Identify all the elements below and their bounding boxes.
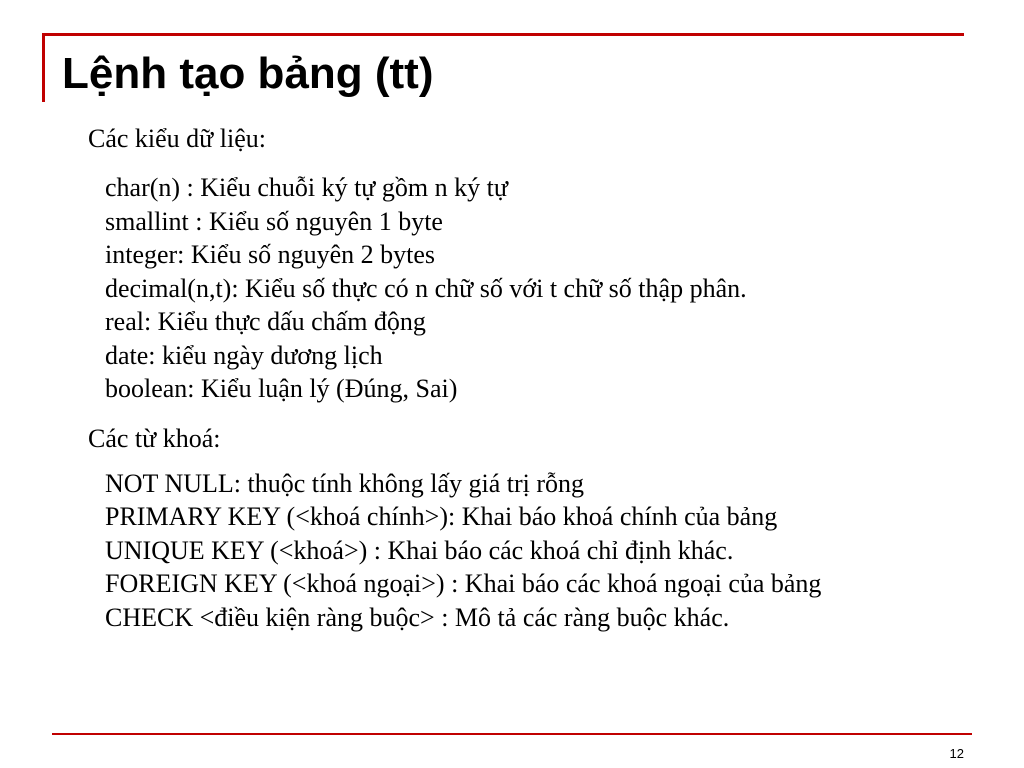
title-left-rule [42,33,45,102]
slide-content [88,121,988,634]
keyword-item: PRIMARY KEY (<khoá chính>): Khai báo khoá chính của bảng [105,502,778,531]
title-top-rule [42,33,964,36]
data-type-item: real: Kiểu thực dấu chấm động [105,307,426,336]
footer-rule [52,733,972,735]
data-types-list [88,171,988,406]
data-type-item: decimal(n,t): Kiểu số thực có n chữ số với t chữ số thập phân. [105,273,747,303]
data-type-item: smallint : Kiểu số nguyên 1 byte [105,206,443,236]
keyword-item: UNIQUE KEY (<khoá>) : Khai báo các khoá chỉ định khác. [105,535,734,565]
slide-title: Lệnh tạo bảng (tt) [62,49,434,98]
data-type-item: integer: Kiểu số nguyên 2 bytes [105,240,435,269]
data-types-heading: Các kiểu dữ liệu: [88,124,266,153]
keyword-item: FOREIGN KEY (<khoá ngoại>) : Khai báo các khoá ngoại của bảng [105,569,822,598]
keywords-heading: Các từ khoá: [88,423,221,453]
keyword-item: CHECK <điều kiện ràng buộc> : Mô tả các ràng buộc khác. [105,602,730,632]
data-type-item: boolean: Kiểu luận lý (Đúng, Sai) [105,374,458,403]
data-type-item: date: kiểu ngày dương lịch [105,340,383,370]
keyword-item: NOT NULL: thuộc tính không lấy giá trị rỗng [105,468,585,498]
keywords-list [88,467,988,635]
data-type-item: char(n) : Kiểu chuỗi ký tự gồm n ký tự [105,173,508,202]
page-number: 12 [949,746,964,761]
